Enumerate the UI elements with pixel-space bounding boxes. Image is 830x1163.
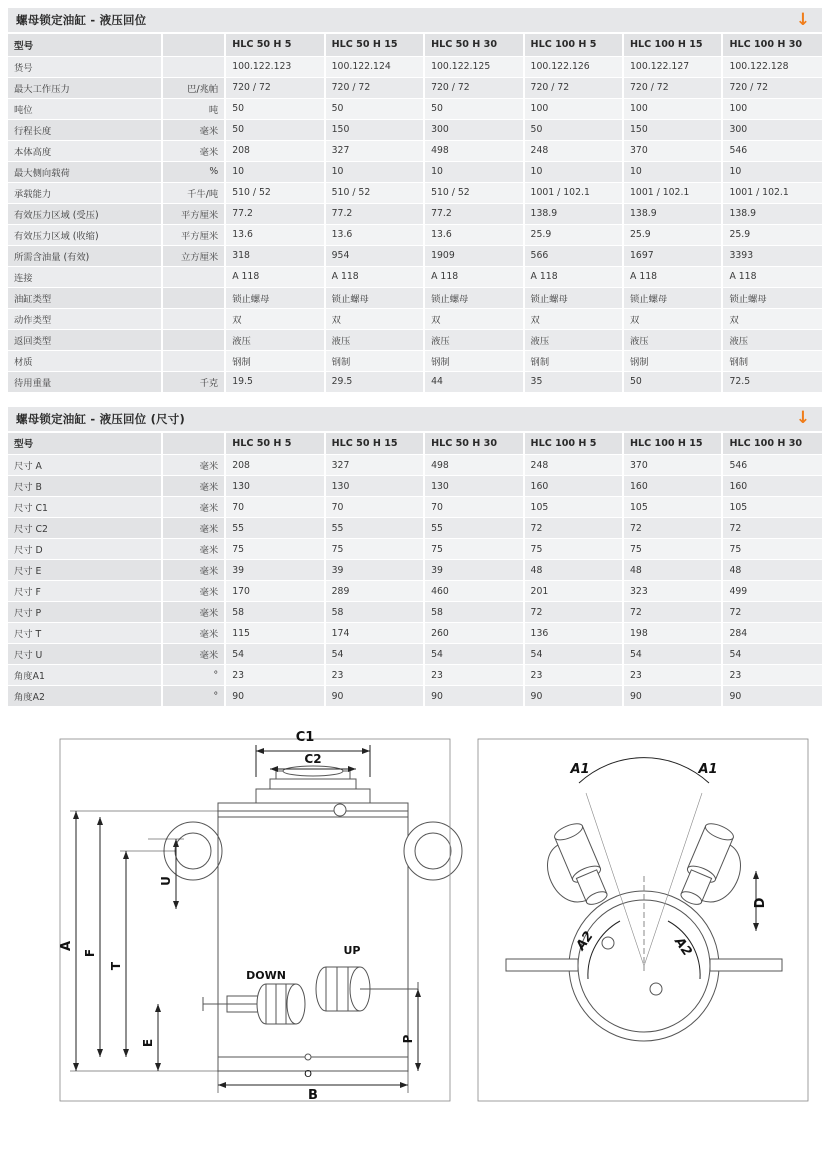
spec-table-main xyxy=(8,34,822,393)
cell-value: 23 xyxy=(424,665,523,686)
cell-value: 55 xyxy=(225,518,324,539)
table-row xyxy=(8,77,822,98)
cell-value: A 118 xyxy=(325,266,424,287)
cell-value: 370 xyxy=(623,140,722,161)
row-unit: 毫米 xyxy=(162,476,225,497)
cell-value: 72 xyxy=(623,602,722,623)
cell-value: 3393 xyxy=(722,245,822,266)
table-row xyxy=(8,266,822,287)
cell-value: 248 xyxy=(524,455,623,476)
cell-value: 锁止螺母 xyxy=(623,287,722,308)
row-unit: 千克 xyxy=(162,371,225,392)
cell-value: 1697 xyxy=(623,245,722,266)
cell-value: 10 xyxy=(225,161,324,182)
label-a: A xyxy=(59,940,74,952)
cell-value: 液压 xyxy=(524,329,623,350)
cell-value: 50 xyxy=(225,119,324,140)
table-row xyxy=(8,203,822,224)
block-header-main xyxy=(8,8,822,34)
table-row xyxy=(8,644,822,665)
row-unit xyxy=(162,329,225,350)
cell-value: 液压 xyxy=(424,329,523,350)
row-label: 最大工作压力 xyxy=(8,77,162,98)
row-label: 有效压力区域 (收缩) xyxy=(8,224,162,245)
row-label: 吨位 xyxy=(8,98,162,119)
label-down: DOWN xyxy=(246,969,286,982)
row-label: 承载能力 xyxy=(8,182,162,203)
cell-value: 39 xyxy=(325,560,424,581)
cell-value: 双 xyxy=(524,308,623,329)
cell-value: 10 xyxy=(524,161,623,182)
row-unit: 毫米 xyxy=(162,560,225,581)
cell-value: 液压 xyxy=(623,329,722,350)
row-label: 角度A1 xyxy=(8,665,162,686)
table-row xyxy=(8,287,822,308)
cell-value: 锁止螺母 xyxy=(722,287,822,308)
column-header-model: HLC 50 H 30 xyxy=(424,433,523,455)
cell-value: 72.5 xyxy=(722,371,822,392)
table-row xyxy=(8,119,822,140)
row-unit: 毫米 xyxy=(162,455,225,476)
cell-value: 50 xyxy=(225,98,324,119)
cell-value: 1001 / 102.1 xyxy=(623,182,722,203)
cell-value: 327 xyxy=(325,140,424,161)
cell-value: 1001 / 102.1 xyxy=(524,182,623,203)
cell-value: 300 xyxy=(722,119,822,140)
label-c2: C2 xyxy=(304,752,322,766)
cell-value: 75 xyxy=(623,539,722,560)
cell-value: 75 xyxy=(722,539,822,560)
label-e: E xyxy=(141,1038,155,1048)
cell-value: 498 xyxy=(424,140,523,161)
row-label: 尺寸 P xyxy=(8,602,162,623)
cell-value: 液压 xyxy=(225,329,324,350)
table-row xyxy=(8,161,822,182)
cell-value: 10 xyxy=(623,161,722,182)
cell-value: 100.122.126 xyxy=(524,56,623,77)
cell-value: 10 xyxy=(325,161,424,182)
cell-value: 1909 xyxy=(424,245,523,266)
column-header-model: HLC 50 H 15 xyxy=(325,34,424,56)
row-label: 货号 xyxy=(8,56,162,77)
label-d: D xyxy=(753,897,768,909)
cell-value: 25.9 xyxy=(623,224,722,245)
column-header-model: HLC 100 H 5 xyxy=(524,433,623,455)
cell-value: 498 xyxy=(424,455,523,476)
row-unit: % xyxy=(162,161,225,182)
cell-value: 130 xyxy=(325,476,424,497)
table-header-row xyxy=(8,34,822,56)
cell-value: 液压 xyxy=(325,329,424,350)
cell-value: 370 xyxy=(623,455,722,476)
cell-value: 201 xyxy=(524,581,623,602)
cell-value: 55 xyxy=(325,518,424,539)
table-row xyxy=(8,329,822,350)
cell-value: 双 xyxy=(424,308,523,329)
table-row xyxy=(8,623,822,644)
cell-value: A 118 xyxy=(722,266,822,287)
cell-value: 23 xyxy=(623,665,722,686)
row-label: 尺寸 B xyxy=(8,476,162,497)
row-label: 待用重量 xyxy=(8,371,162,392)
table-row xyxy=(8,665,822,686)
cell-value: 198 xyxy=(623,623,722,644)
table-row xyxy=(8,476,822,497)
row-label: 尺寸 D xyxy=(8,539,162,560)
row-unit: 毫米 xyxy=(162,644,225,665)
row-unit: ° xyxy=(162,665,225,686)
cell-value: 25.9 xyxy=(524,224,623,245)
cell-value: 钢制 xyxy=(424,350,523,371)
row-unit: 毫米 xyxy=(162,140,225,161)
label-a2-left: A2 xyxy=(573,928,597,954)
cell-value: 77.2 xyxy=(424,203,523,224)
cell-value: 54 xyxy=(722,644,822,665)
cell-value: 58 xyxy=(325,602,424,623)
row-unit: 毫米 xyxy=(162,119,225,140)
row-label: 尺寸 F xyxy=(8,581,162,602)
cell-value: 54 xyxy=(424,644,523,665)
row-unit: 毫米 xyxy=(162,581,225,602)
cell-value: 13.6 xyxy=(325,224,424,245)
cell-value: 720 / 72 xyxy=(722,77,822,98)
column-header-model: HLC 50 H 5 xyxy=(225,34,324,56)
cell-value: 105 xyxy=(722,497,822,518)
row-label: 尺寸 C2 xyxy=(8,518,162,539)
table-row xyxy=(8,182,822,203)
column-header-model: HLC 50 H 30 xyxy=(424,34,523,56)
cell-value: A 118 xyxy=(524,266,623,287)
row-label: 动作类型 xyxy=(8,308,162,329)
column-header-model: HLC 100 H 15 xyxy=(623,34,722,56)
cell-value: 174 xyxy=(325,623,424,644)
cell-value: 23 xyxy=(722,665,822,686)
cell-value: 75 xyxy=(325,539,424,560)
table-row xyxy=(8,518,822,539)
cell-value: 323 xyxy=(623,581,722,602)
label-a1-right: A1 xyxy=(698,762,718,777)
cell-value: 50 xyxy=(524,119,623,140)
cell-value: 318 xyxy=(225,245,324,266)
row-unit: 平方厘米 xyxy=(162,203,225,224)
cell-value: 136 xyxy=(524,623,623,644)
cell-value: 35 xyxy=(524,371,623,392)
spec-block-dimensions xyxy=(8,407,822,708)
row-unit xyxy=(162,350,225,371)
cell-value: 锁止螺母 xyxy=(225,287,324,308)
row-unit: 巴/兆帕 xyxy=(162,77,225,98)
row-unit: 立方厘米 xyxy=(162,245,225,266)
cell-value: 100 xyxy=(524,98,623,119)
drawing-svg xyxy=(8,721,822,1111)
cell-value: 90 xyxy=(325,686,424,707)
table-row xyxy=(8,56,822,77)
cell-value: 58 xyxy=(424,602,523,623)
cell-value: 72 xyxy=(623,518,722,539)
cell-value: 138.9 xyxy=(524,203,623,224)
cell-value: 100 xyxy=(722,98,822,119)
label-p: P xyxy=(401,1034,415,1044)
cell-value: 90 xyxy=(623,686,722,707)
cell-value: 208 xyxy=(225,140,324,161)
block-header-dimensions xyxy=(8,407,822,433)
row-unit: 千牛/吨 xyxy=(162,182,225,203)
row-label: 最大侧向载荷 xyxy=(8,161,162,182)
table-row xyxy=(8,497,822,518)
row-label: 油缸类型 xyxy=(8,287,162,308)
row-label: 本体高度 xyxy=(8,140,162,161)
column-header-model: HLC 100 H 30 xyxy=(722,34,822,56)
cell-value: 70 xyxy=(424,497,523,518)
cell-value: 138.9 xyxy=(722,203,822,224)
table-row xyxy=(8,350,822,371)
row-unit: 平方厘米 xyxy=(162,224,225,245)
cell-value: 150 xyxy=(623,119,722,140)
cell-value: 90 xyxy=(722,686,822,707)
cell-value: 327 xyxy=(325,455,424,476)
cell-value: 钢制 xyxy=(325,350,424,371)
column-header-label: 型号 xyxy=(8,433,162,455)
cell-value: 50 xyxy=(623,371,722,392)
table-row xyxy=(8,98,822,119)
row-unit xyxy=(162,56,225,77)
cell-value: 90 xyxy=(225,686,324,707)
cell-value: 300 xyxy=(424,119,523,140)
cell-value: 72 xyxy=(722,602,822,623)
cell-value: 720 / 72 xyxy=(225,77,324,98)
column-header-unit xyxy=(162,34,225,56)
table-row xyxy=(8,455,822,476)
cell-value: 90 xyxy=(424,686,523,707)
cell-value: 100.122.128 xyxy=(722,56,822,77)
cell-value: 100.122.124 xyxy=(325,56,424,77)
cell-value: 100.122.123 xyxy=(225,56,324,77)
cell-value: 70 xyxy=(325,497,424,518)
cell-value: 48 xyxy=(623,560,722,581)
cell-value: 105 xyxy=(524,497,623,518)
table-row xyxy=(8,371,822,392)
row-unit: 毫米 xyxy=(162,497,225,518)
cell-value: 双 xyxy=(325,308,424,329)
cell-value: 130 xyxy=(225,476,324,497)
row-label: 尺寸 T xyxy=(8,623,162,644)
cell-value: 160 xyxy=(722,476,822,497)
cell-value: 72 xyxy=(524,602,623,623)
cell-value: 150 xyxy=(325,119,424,140)
cell-value: 70 xyxy=(225,497,324,518)
cell-value: 双 xyxy=(225,308,324,329)
cell-value: 54 xyxy=(225,644,324,665)
cell-value: 钢制 xyxy=(225,350,324,371)
cell-value: 23 xyxy=(325,665,424,686)
row-label: 所需含油量 (有效) xyxy=(8,245,162,266)
cell-value: 75 xyxy=(524,539,623,560)
cell-value: 720 / 72 xyxy=(325,77,424,98)
cell-value: A 118 xyxy=(623,266,722,287)
table-row xyxy=(8,539,822,560)
cell-value: 566 xyxy=(524,245,623,266)
cell-value: 77.2 xyxy=(225,203,324,224)
cell-value: 248 xyxy=(524,140,623,161)
cell-value: 48 xyxy=(722,560,822,581)
label-o: O xyxy=(304,1069,312,1080)
column-header-model: HLC 100 H 30 xyxy=(722,433,822,455)
cell-value: 钢制 xyxy=(623,350,722,371)
arrow-down-icon: ↓ xyxy=(795,9,811,30)
cell-value: 954 xyxy=(325,245,424,266)
row-label: 返回类型 xyxy=(8,329,162,350)
label-a1-left: A1 xyxy=(570,762,590,777)
spec-block-main xyxy=(8,8,822,393)
row-label: 尺寸 A xyxy=(8,455,162,476)
cell-value: 100.122.127 xyxy=(623,56,722,77)
cell-value: 160 xyxy=(524,476,623,497)
cell-value: 液压 xyxy=(722,329,822,350)
cell-value: 510 / 52 xyxy=(225,182,324,203)
table-header-row xyxy=(8,433,822,455)
cell-value: 钢制 xyxy=(524,350,623,371)
cell-value: A 118 xyxy=(424,266,523,287)
table-row xyxy=(8,308,822,329)
cell-value: 138.9 xyxy=(623,203,722,224)
cell-value: 25.9 xyxy=(722,224,822,245)
block-title: 螺母锁定油缸 - 液压回位 xyxy=(16,13,147,27)
cell-value: 54 xyxy=(325,644,424,665)
cell-value: 19.5 xyxy=(225,371,324,392)
cell-value: 160 xyxy=(623,476,722,497)
cell-value: 50 xyxy=(325,98,424,119)
cell-value: 499 xyxy=(722,581,822,602)
cell-value: 48 xyxy=(524,560,623,581)
cell-value: 锁止螺母 xyxy=(325,287,424,308)
row-label: 连接 xyxy=(8,266,162,287)
row-unit xyxy=(162,308,225,329)
cell-value: 75 xyxy=(424,539,523,560)
cell-value: 50 xyxy=(424,98,523,119)
label-b: B xyxy=(308,1088,318,1103)
cell-value: 13.6 xyxy=(225,224,324,245)
row-unit: 毫米 xyxy=(162,623,225,644)
row-label: 尺寸 U xyxy=(8,644,162,665)
cell-value: 510 / 52 xyxy=(424,182,523,203)
cell-value: 115 xyxy=(225,623,324,644)
cell-value: 44 xyxy=(424,371,523,392)
table-row xyxy=(8,224,822,245)
cell-value: 55 xyxy=(424,518,523,539)
table-row xyxy=(8,140,822,161)
cell-value: 90 xyxy=(524,686,623,707)
cell-value: 720 / 72 xyxy=(424,77,523,98)
column-header-model: HLC 50 H 15 xyxy=(325,433,424,455)
row-label: 尺寸 E xyxy=(8,560,162,581)
cell-value: 289 xyxy=(325,581,424,602)
cell-value: 钢制 xyxy=(722,350,822,371)
cell-value: 72 xyxy=(524,518,623,539)
cell-value: 105 xyxy=(623,497,722,518)
cell-value: 23 xyxy=(225,665,324,686)
table-row xyxy=(8,560,822,581)
row-unit xyxy=(162,287,225,308)
cell-value: 72 xyxy=(722,518,822,539)
cell-value: 39 xyxy=(225,560,324,581)
cell-value: 720 / 72 xyxy=(524,77,623,98)
cell-value: 546 xyxy=(722,140,822,161)
cell-value: 10 xyxy=(424,161,523,182)
cell-value: 510 / 52 xyxy=(325,182,424,203)
label-u: U xyxy=(159,876,173,886)
row-label: 尺寸 C1 xyxy=(8,497,162,518)
table-row xyxy=(8,686,822,707)
cell-value: 58 xyxy=(225,602,324,623)
cell-value: 100.122.125 xyxy=(424,56,523,77)
row-unit: 毫米 xyxy=(162,518,225,539)
cell-value: 546 xyxy=(722,455,822,476)
table-row xyxy=(8,245,822,266)
column-header-model: HLC 50 H 5 xyxy=(225,433,324,455)
label-t: T xyxy=(109,961,123,971)
cell-value: 10 xyxy=(722,161,822,182)
label-c1: C1 xyxy=(295,730,315,745)
cell-value: 284 xyxy=(722,623,822,644)
row-label: 材质 xyxy=(8,350,162,371)
cell-value: 13.6 xyxy=(424,224,523,245)
technical-drawing xyxy=(8,721,822,1111)
cell-value: 双 xyxy=(623,308,722,329)
cell-value: 1001 / 102.1 xyxy=(722,182,822,203)
cell-value: 130 xyxy=(424,476,523,497)
spec-table-dimensions xyxy=(8,433,822,708)
arrow-down-icon: ↓ xyxy=(795,408,811,428)
label-f: F xyxy=(83,948,97,958)
cell-value: 23 xyxy=(524,665,623,686)
label-a2-right: A2 xyxy=(671,934,695,960)
cell-value: 260 xyxy=(424,623,523,644)
cell-value: 锁止螺母 xyxy=(424,287,523,308)
row-unit: ° xyxy=(162,686,225,707)
cell-value: 双 xyxy=(722,308,822,329)
cell-value: 54 xyxy=(623,644,722,665)
cell-value: 75 xyxy=(225,539,324,560)
cell-value: 170 xyxy=(225,581,324,602)
cell-value: 77.2 xyxy=(325,203,424,224)
table-row xyxy=(8,602,822,623)
row-unit xyxy=(162,266,225,287)
row-unit: 吨 xyxy=(162,98,225,119)
label-up: UP xyxy=(343,944,361,957)
row-label: 角度A2 xyxy=(8,686,162,707)
cell-value: 460 xyxy=(424,581,523,602)
cell-value: 100 xyxy=(623,98,722,119)
column-header-label: 型号 xyxy=(8,34,162,56)
cell-value: 54 xyxy=(524,644,623,665)
row-unit: 毫米 xyxy=(162,539,225,560)
cell-value: 720 / 72 xyxy=(623,77,722,98)
column-header-model: HLC 100 H 15 xyxy=(623,433,722,455)
cell-value: 39 xyxy=(424,560,523,581)
cell-value: 208 xyxy=(225,455,324,476)
column-header-model: HLC 100 H 5 xyxy=(524,34,623,56)
cell-value: 29.5 xyxy=(325,371,424,392)
row-label: 有效压力区域 (受压) xyxy=(8,203,162,224)
table-row xyxy=(8,581,822,602)
row-label: 行程长度 xyxy=(8,119,162,140)
cell-value: A 118 xyxy=(225,266,324,287)
column-header-unit xyxy=(162,433,225,455)
row-unit: 毫米 xyxy=(162,602,225,623)
cell-value: 锁止螺母 xyxy=(524,287,623,308)
block-title: 螺母锁定油缸 - 液压回位 (尺寸) xyxy=(16,411,185,426)
